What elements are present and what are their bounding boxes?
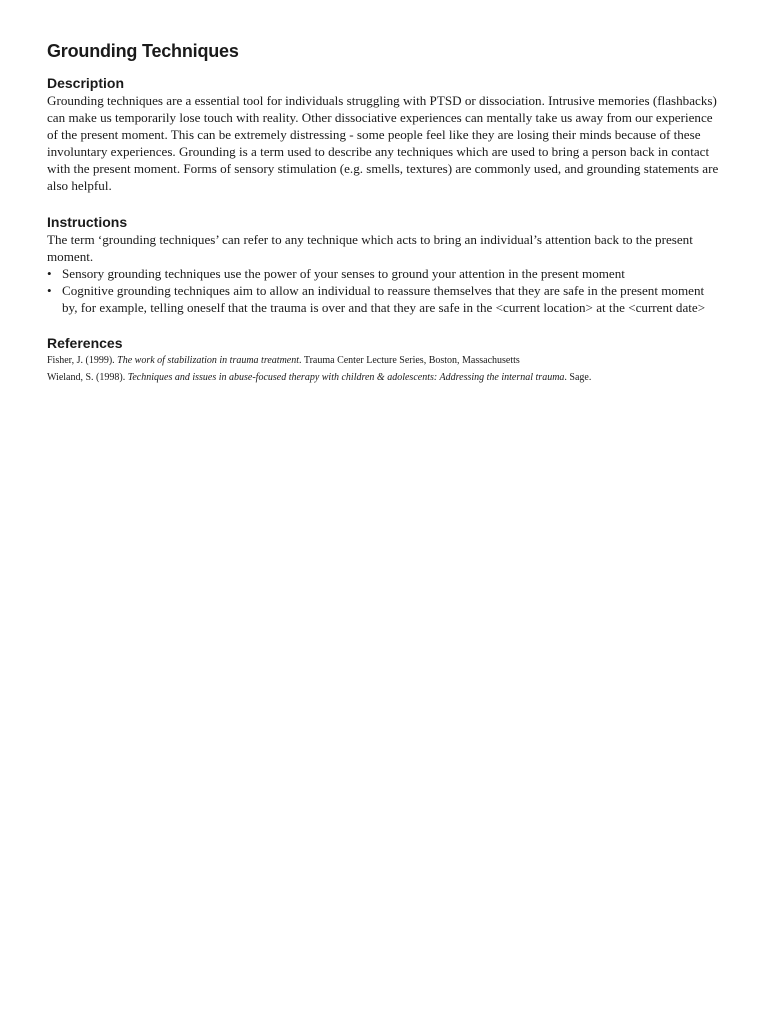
references-heading: References xyxy=(47,335,123,351)
description-section xyxy=(47,74,722,194)
instructions-heading: Instructions xyxy=(47,214,128,230)
description-heading: Description xyxy=(47,75,125,91)
reference-item xyxy=(47,369,722,386)
reference-source: . Sage. xyxy=(564,372,592,383)
page-title: Grounding Techniques xyxy=(47,41,239,61)
list-item-text: Sensory grounding techniques use the power of your senses to ground your attention in the present moment xyxy=(62,266,625,281)
reference-author: Fisher, J. (1999). xyxy=(47,355,118,366)
reference-author: Wieland, S. (1998). xyxy=(47,372,128,383)
instructions-list xyxy=(47,265,722,316)
document-page xyxy=(47,38,722,400)
description-text: Grounding techniques are a essential tool for individuals struggling with PTSD or dissociation. Intrusive memories (flashbacks) can make us temporarily lose touch with reality. Other dissociative experiences can mentally take us away from our experience of the present moment. This can be extremely distressing - some people feel like they are losing their minds because of these involuntary experiences. Grounding is a term used to describe any techniques which are used to bring a person back in contact with the present moment. Forms of sensory stimulation (e.g. smells, textures) are commonly used, and grounding statements are also helpful. xyxy=(47,93,719,193)
list-item-text: Cognitive grounding techniques aim to allow an individual to reassure themselves that they are safe in the present moment by, for example, telling oneself that the trauma is over and that they are safe in the <current location> at the <current date> xyxy=(62,283,706,315)
bullet-icon: • xyxy=(47,266,52,281)
reference-title: Techniques and issues in abuse-focused therapy with children & adolescents: Addressing the internal trauma xyxy=(127,372,565,383)
reference-item xyxy=(47,352,722,369)
instructions-section xyxy=(47,213,722,316)
reference-source: . Trauma Center Lecture Series, Boston, Massachusetts xyxy=(299,355,520,366)
instructions-intro: The term ‘grounding techniques’ can refer to any technique which acts to bring an individual’s attention back to the present moment. xyxy=(47,232,693,264)
list-item xyxy=(47,282,722,316)
references-section xyxy=(47,334,722,386)
reference-title: The work of stabilization in trauma treatment xyxy=(117,355,300,366)
bullet-icon: • xyxy=(47,283,52,298)
list-item xyxy=(47,265,722,282)
